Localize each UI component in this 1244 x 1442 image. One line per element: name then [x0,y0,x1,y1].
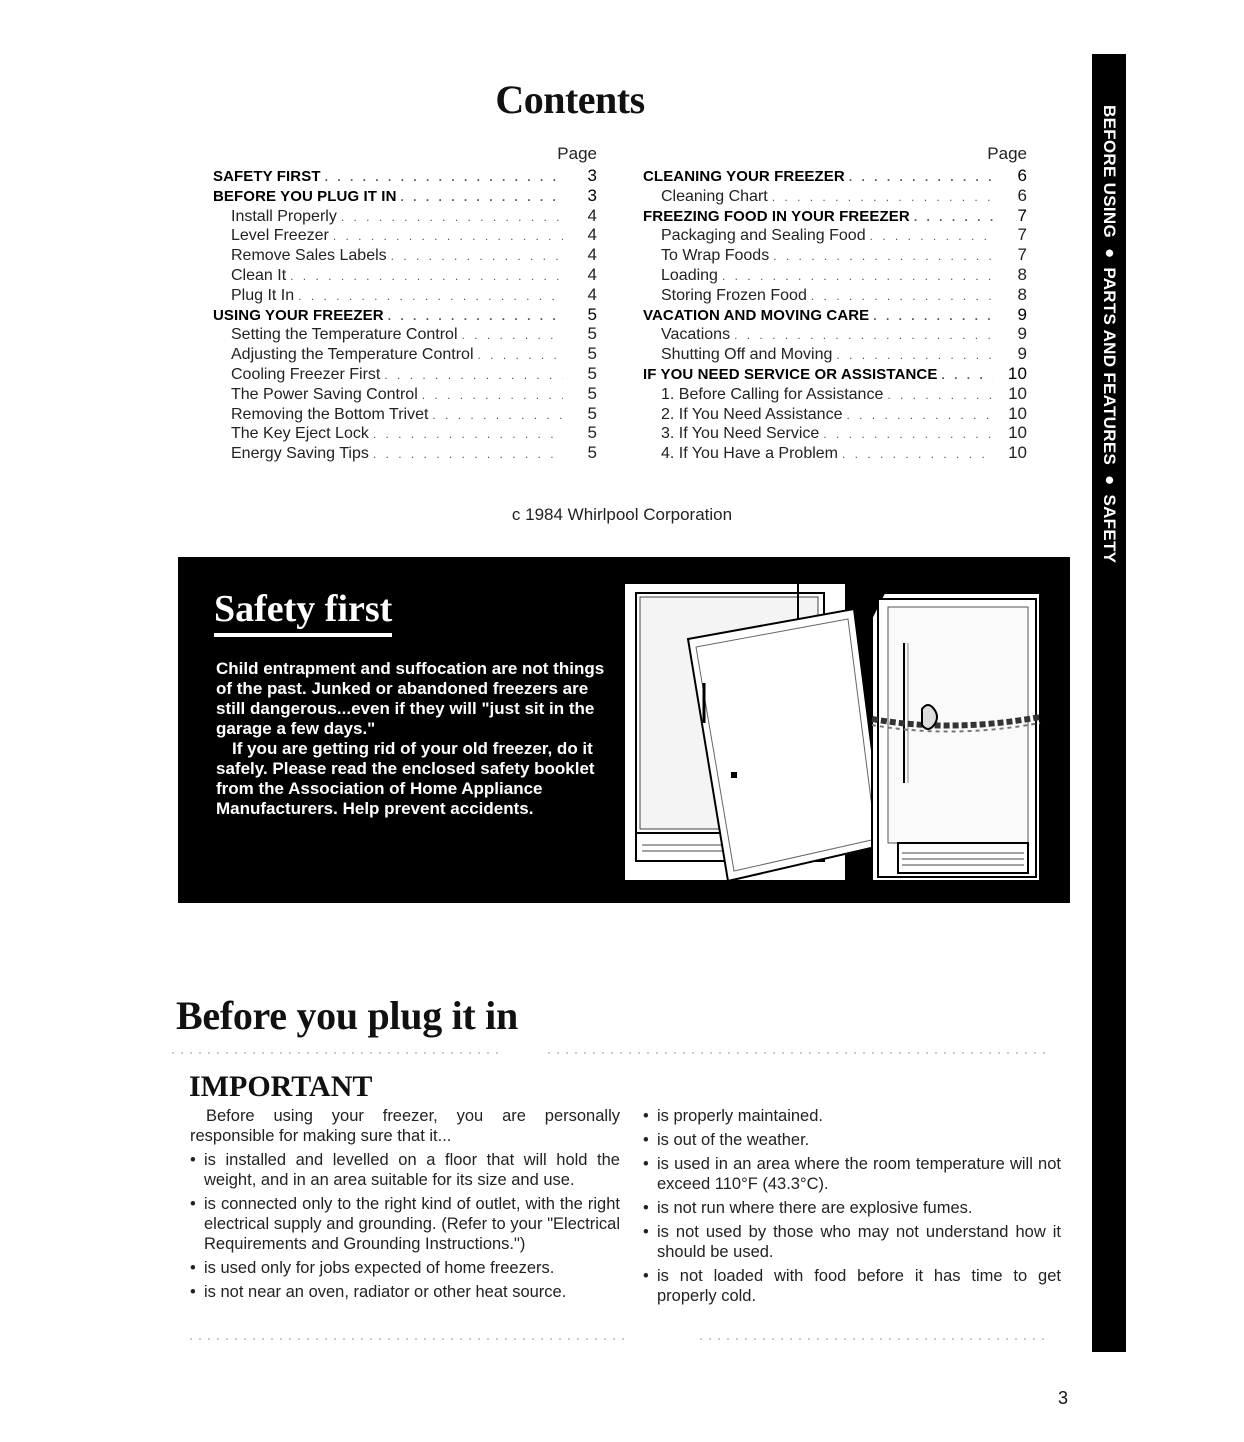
safety-body [216,659,616,819]
toc-entry-title: IF YOU NEED SERVICE OR ASSISTANCE [643,365,938,383]
toc-entry-title: The Power Saving Control [231,385,418,403]
toc-page-number: 8 [1017,284,1027,304]
bullet-item: • is not used by those who may not understand how it should be used. [643,1222,1061,1262]
toc-leader-dots [432,408,563,422]
toc-entry-title: Removing the Bottom Trivet [231,405,429,423]
toc-subsection-entry [643,404,1027,424]
toc-subsection-entry [643,285,1027,305]
toc-section-entry [213,166,597,186]
toc-entry-title: Install Properly [231,207,337,225]
toc-subsection-entry [213,443,597,463]
toc-subsection-entry [643,225,1027,245]
toc-page-number: 10 [1008,443,1027,463]
toc-page-number: 4 [587,225,597,245]
toc-leader-dots [422,388,563,402]
toc-page-number: 10 [1007,363,1027,383]
safety-paragraph: If you are getting rid of your old freezer, do it safely. Please read the enclosed safety booklet from the Association of Home Appliance Manufacturers. Help prevent accidents. [216,739,595,818]
toc-leader-dots [391,249,563,263]
toc-leader-dots [384,368,563,382]
toc-leader-dots [811,289,993,303]
toc-entry-title: Adjusting the Temperature Control [231,346,474,364]
toc-subsection-entry [213,265,597,285]
toc-page-number: 5 [587,423,597,443]
toc-subsection-entry [213,206,597,226]
toc-leader-dots [373,427,563,441]
toc-leader-dots [290,269,563,283]
bullet-item: • is installed and levelled on a floor that will hold the weight, and in an area suitable for its size and use. [190,1150,620,1190]
toc-entry-title: 3. If You Need Service [661,425,820,443]
freezer-illustration [622,583,1042,883]
toc-page-number: 9 [1017,304,1027,324]
toc-page-number: 7 [1017,245,1027,265]
bullet-item: • is not run where there are explosive fumes. [643,1198,1061,1218]
toc-leader-dots [388,309,563,323]
toc-page-number: 7 [1017,225,1027,245]
toc-page-number: 5 [587,344,597,364]
toc-leader-dots [773,249,993,263]
toc-leader-dots [734,328,993,342]
toc-entry-title: Cleaning Chart [661,187,768,205]
toc-leader-dots [842,447,993,461]
bullet-item: • is not near an oven, radiator or other heat source. [190,1282,620,1302]
toc-section-entry [213,305,597,325]
toc-leader-dots [333,229,563,243]
toc-page-number: 5 [587,403,597,423]
toc-page-number: 4 [587,245,597,265]
toc-leader-dots [873,309,993,323]
toc-entry-title: Setting the Temperature Control [231,326,458,344]
toc-entry-title: Plug It In [231,286,295,304]
toc-leader-dots [722,269,993,283]
bullet-item: • is properly maintained. [643,1106,1061,1126]
toc-page-number: 5 [587,363,597,383]
toc-subsection-entry [643,186,1027,206]
bullet-item: • is used in an area where the room temperature will not exceed 110°F (43.3°C). [643,1154,1061,1194]
toc-entry-title: VACATION AND MOVING CARE [643,306,870,324]
toc-entry-title: The Key Eject Lock [231,425,369,443]
toc-leader-dots [849,170,993,184]
safety-banner [178,557,1070,903]
toc-entry-title: Remove Sales Labels [231,247,387,265]
toc-entry-title: Energy Saving Tips [231,445,369,463]
toc-leader-dots [298,289,563,303]
scan-noise [172,1052,502,1054]
toc-leader-dots [846,408,993,422]
toc-subsection-entry [213,324,597,344]
toc-subsection-entry [643,384,1027,404]
toc-left-column [213,144,597,463]
toc-page-number: 5 [587,443,597,463]
toc-list [213,166,597,463]
toc-entry-title: SAFETY FIRST [213,168,321,185]
toc-page-header: Page [987,144,1027,163]
toc-section-entry [643,206,1027,226]
toc-subsection-entry [213,404,597,424]
page-title: Contents [495,77,645,122]
toc-leader-dots [887,388,993,402]
toc-entry-title: Clean It [231,266,287,284]
toc-entry-title: 1. Before Calling for Assistance [661,385,884,403]
toc-subsection-entry [213,285,597,305]
toc-subsection-entry [213,384,597,404]
toc-right-column [643,144,1027,463]
scan-noise [190,1338,630,1340]
right-text-column [643,1106,1061,1310]
toc-page-number: 8 [1017,264,1027,284]
side-tab-label: BEFORE USING ● PARTS AND FEATURES ● SAFETY [1100,104,1119,564]
toc-page-number: 10 [1008,403,1027,423]
toc-entry-title: To Wrap Foods [661,247,770,265]
toc-page-header: Page [557,144,597,163]
toc-section-entry [213,186,597,206]
bullet-item: • is not loaded with food before it has time to get properly cold. [643,1266,1061,1306]
toc-subsection-entry [643,443,1027,463]
bullet-item: • is used only for jobs expected of home freezers. [190,1258,620,1278]
toc-entry-title: CLEANING YOUR FREEZER [643,168,845,185]
toc-list [643,166,1027,463]
copyright-notice: c 1984 Whirlpool Corporation [511,505,733,524]
toc-subsection-entry [643,265,1027,285]
toc-page-number: 10 [1008,383,1027,403]
closed-freezer-drawing [872,593,1040,881]
toc-leader-dots [772,190,993,204]
toc-subsection-entry [213,364,597,384]
toc-page-number: 9 [1017,324,1027,344]
toc-subsection-entry [213,344,597,364]
toc-entry-title: Cooling Freezer First [231,365,381,383]
toc-page-number: 4 [587,284,597,304]
toc-entry-title: Packaging and Sealing Food [661,227,866,245]
toc-page-number: 9 [1017,344,1027,364]
toc-entry-title: Vacations [661,326,731,344]
left-text-column [190,1106,620,1306]
toc-leader-dots [462,328,564,342]
toc-subsection-entry [643,344,1027,364]
toc-entry-title: Shutting Off and Moving [661,346,833,364]
toc-leader-dots [823,427,993,441]
toc-page-number: 3 [587,185,597,205]
toc-leader-dots [941,368,993,382]
toc-page-number: 6 [1017,166,1027,185]
toc-leader-dots [401,190,563,204]
toc-page-number: 4 [587,205,597,225]
page-number: 3 [1058,1388,1069,1408]
toc-leader-dots [341,210,563,224]
toc-subsection-entry [643,324,1027,344]
intro-text: Before using your freezer, you are personally responsible for making sure that it... [190,1107,620,1145]
toc-entry-title: USING YOUR FREEZER [213,306,384,324]
toc-entry-title: Storing Frozen Food [661,286,807,304]
section-title: Before you plug it in [176,993,518,1038]
toc-leader-dots [478,348,563,362]
toc-leader-dots [914,210,993,224]
toc-subsection-entry [213,225,597,245]
bullet-item: • is out of the weather. [643,1130,1061,1150]
toc-section-entry [643,364,1027,384]
toc-page-number: 5 [587,324,597,344]
toc-subsection-entry [213,423,597,443]
toc-leader-dots [373,447,563,461]
toc-entry-title: 4. If You Have a Problem [661,445,838,463]
toc-entry-title: FREEZING FOOD IN YOUR FREEZER [643,207,910,225]
toc-subsection-entry [643,423,1027,443]
toc-entry-title: Loading [661,266,718,284]
toc-page-number: 10 [1008,423,1027,443]
toc-page-number: 5 [587,304,597,324]
toc-section-entry [643,166,1027,186]
safety-paragraph: Child entrapment and suffocation are not things of the past. Junked or abandoned freezers are still dangerous...even if they will "just sit in the garage a few days." [216,659,605,738]
toc-page-number: 3 [587,166,597,185]
scan-noise [700,1338,1050,1340]
toc-leader-dots [325,170,563,184]
toc-subsection-entry [643,245,1027,265]
toc-subsection-entry [213,245,597,265]
toc-leader-dots [870,229,993,243]
toc-entry-title: BEFORE YOU PLUG IT IN [213,187,397,205]
important-heading: IMPORTANT [189,1070,373,1103]
scan-noise [548,1052,1048,1054]
toc-section-entry [643,305,1027,325]
bullet-item: • is connected only to the right kind of outlet, with the right electrical supply and grounding. (Refer to your "Electrical Requirements and Grounding Instructions.") [190,1194,620,1254]
toc-page-number: 4 [587,264,597,284]
toc-page-number: 6 [1017,185,1027,205]
safety-title: Safety first [214,587,392,637]
toc-entry-title: 2. If You Need Assistance [661,405,843,423]
toc-entry-title: Level Freezer [231,227,329,245]
toc-page-number: 7 [1017,205,1027,225]
open-freezer-drawing [624,583,884,881]
toc-page-number: 5 [587,383,597,403]
toc-leader-dots [836,348,993,362]
